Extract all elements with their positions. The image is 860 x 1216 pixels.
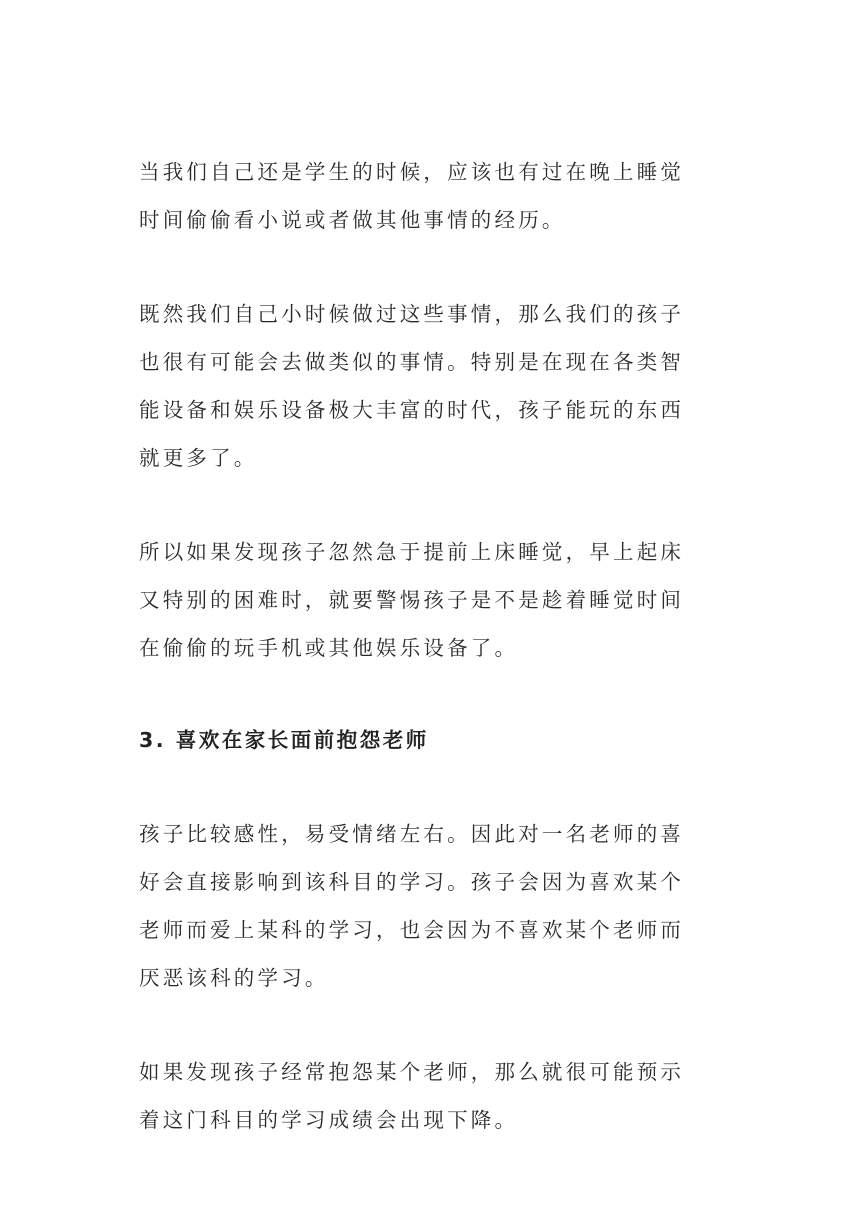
document-page <box>139 148 729 1144</box>
text-line: 时间偷偷看小说或者做其他事情的经历。 <box>139 208 566 232</box>
text-line: 孩子比较感性，易受情绪左右。因此对一名老师的喜 <box>139 822 685 846</box>
paragraph-early-bed-warning <box>139 528 729 672</box>
text-line: 如果发现孩子经常抱怨某个老师，那么就很可能预示 <box>139 1060 685 1084</box>
text-line: 就更多了。 <box>139 446 258 470</box>
paragraph-children-devices <box>139 290 729 482</box>
text-line: 既然我们自己小时候做过这些事情，那么我们的孩子 <box>139 302 685 326</box>
text-line: 能设备和娱乐设备极大丰富的时代，孩子能玩的东西 <box>139 398 685 422</box>
section-heading: 3. 喜欢在家长面前抱怨老师 <box>139 728 429 752</box>
text-line: 又特别的困难时，就要警惕孩子是不是趁着睡觉时间 <box>139 588 685 612</box>
text-line: 当我们自己还是学生的时候，应该也有过在晚上睡觉 <box>139 160 685 184</box>
text-line: 老师而爱上某科的学习，也会因为不喜欢某个老师而 <box>139 918 685 942</box>
text-line: 厌恶该科的学习。 <box>139 966 329 990</box>
text-line: 着这门科目的学习成绩会出现下降。 <box>139 1108 519 1132</box>
text-line: 好会直接影响到该科目的学习。孩子会因为喜欢某个 <box>139 870 685 894</box>
text-line: 所以如果发现孩子忽然急于提前上床睡觉，早上起床 <box>139 540 685 564</box>
paragraph-complaint-warning <box>139 1048 729 1144</box>
paragraph-bedtime-memory <box>139 148 729 244</box>
text-line: 也很有可能会去做类似的事情。特别是在现在各类智 <box>139 350 685 374</box>
paragraph-teacher-preference <box>139 810 729 1002</box>
text-line: 在偷偷的玩手机或其他娱乐设备了。 <box>139 636 519 660</box>
